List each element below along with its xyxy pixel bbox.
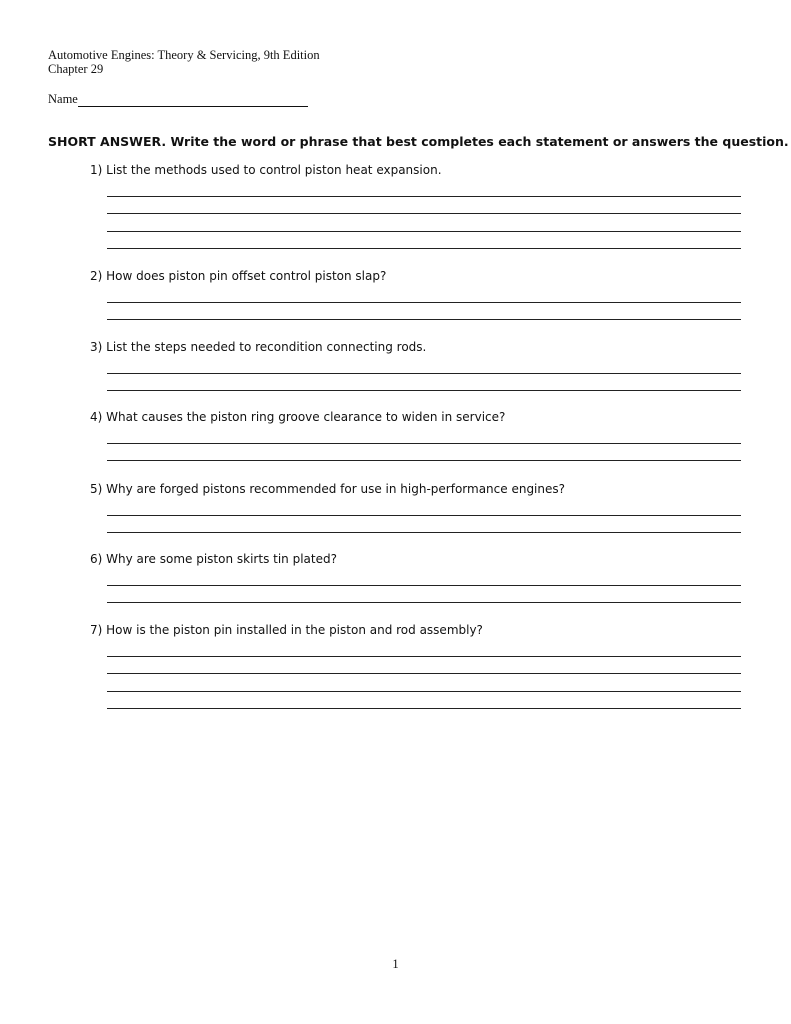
answer-line[interactable] <box>107 231 741 232</box>
question-text: 3) List the steps needed to recondition connecting rods. <box>90 340 427 354</box>
answer-line[interactable] <box>107 248 741 249</box>
book-title: Automotive Engines: Theory & Servicing, 9th Edition <box>48 48 320 62</box>
answer-line[interactable] <box>107 319 741 320</box>
document-header <box>48 48 320 76</box>
question-text: 4) What causes the piston ring groove clearance to widen in service? <box>90 410 506 424</box>
question-text: 6) Why are some piston skirts tin plated? <box>90 552 337 566</box>
name-field <box>48 92 308 107</box>
answer-line[interactable] <box>107 708 741 709</box>
chapter-label: Chapter 29 <box>48 62 104 76</box>
section-instructions: SHORT ANSWER. Write the word or phrase that best completes each statement or answers the question. <box>48 134 789 149</box>
name-blank-line[interactable] <box>78 93 308 107</box>
name-label: Name <box>48 92 78 106</box>
answer-line[interactable] <box>107 673 741 674</box>
question-text: 5) Why are forged pistons recommended for use in high-performance engines? <box>90 482 566 496</box>
answer-line[interactable] <box>107 213 741 214</box>
answer-line[interactable] <box>107 515 741 516</box>
answer-line[interactable] <box>107 585 741 586</box>
answer-line[interactable] <box>107 460 741 461</box>
question-text: 7) How is the piston pin installed in the piston and rod assembly? <box>90 623 483 637</box>
answer-line[interactable] <box>107 302 741 303</box>
answer-line[interactable] <box>107 390 741 391</box>
page-number: 1 <box>392 957 399 971</box>
answer-line[interactable] <box>107 196 741 197</box>
answer-line[interactable] <box>107 602 741 603</box>
answer-line[interactable] <box>107 532 741 533</box>
question-text: 2) How does piston pin offset control piston slap? <box>90 269 387 283</box>
answer-line[interactable] <box>107 691 741 692</box>
answer-line[interactable] <box>107 373 741 374</box>
answer-line[interactable] <box>107 656 741 657</box>
question-text: 1) List the methods used to control piston heat expansion. <box>90 163 442 177</box>
answer-line[interactable] <box>107 443 741 444</box>
